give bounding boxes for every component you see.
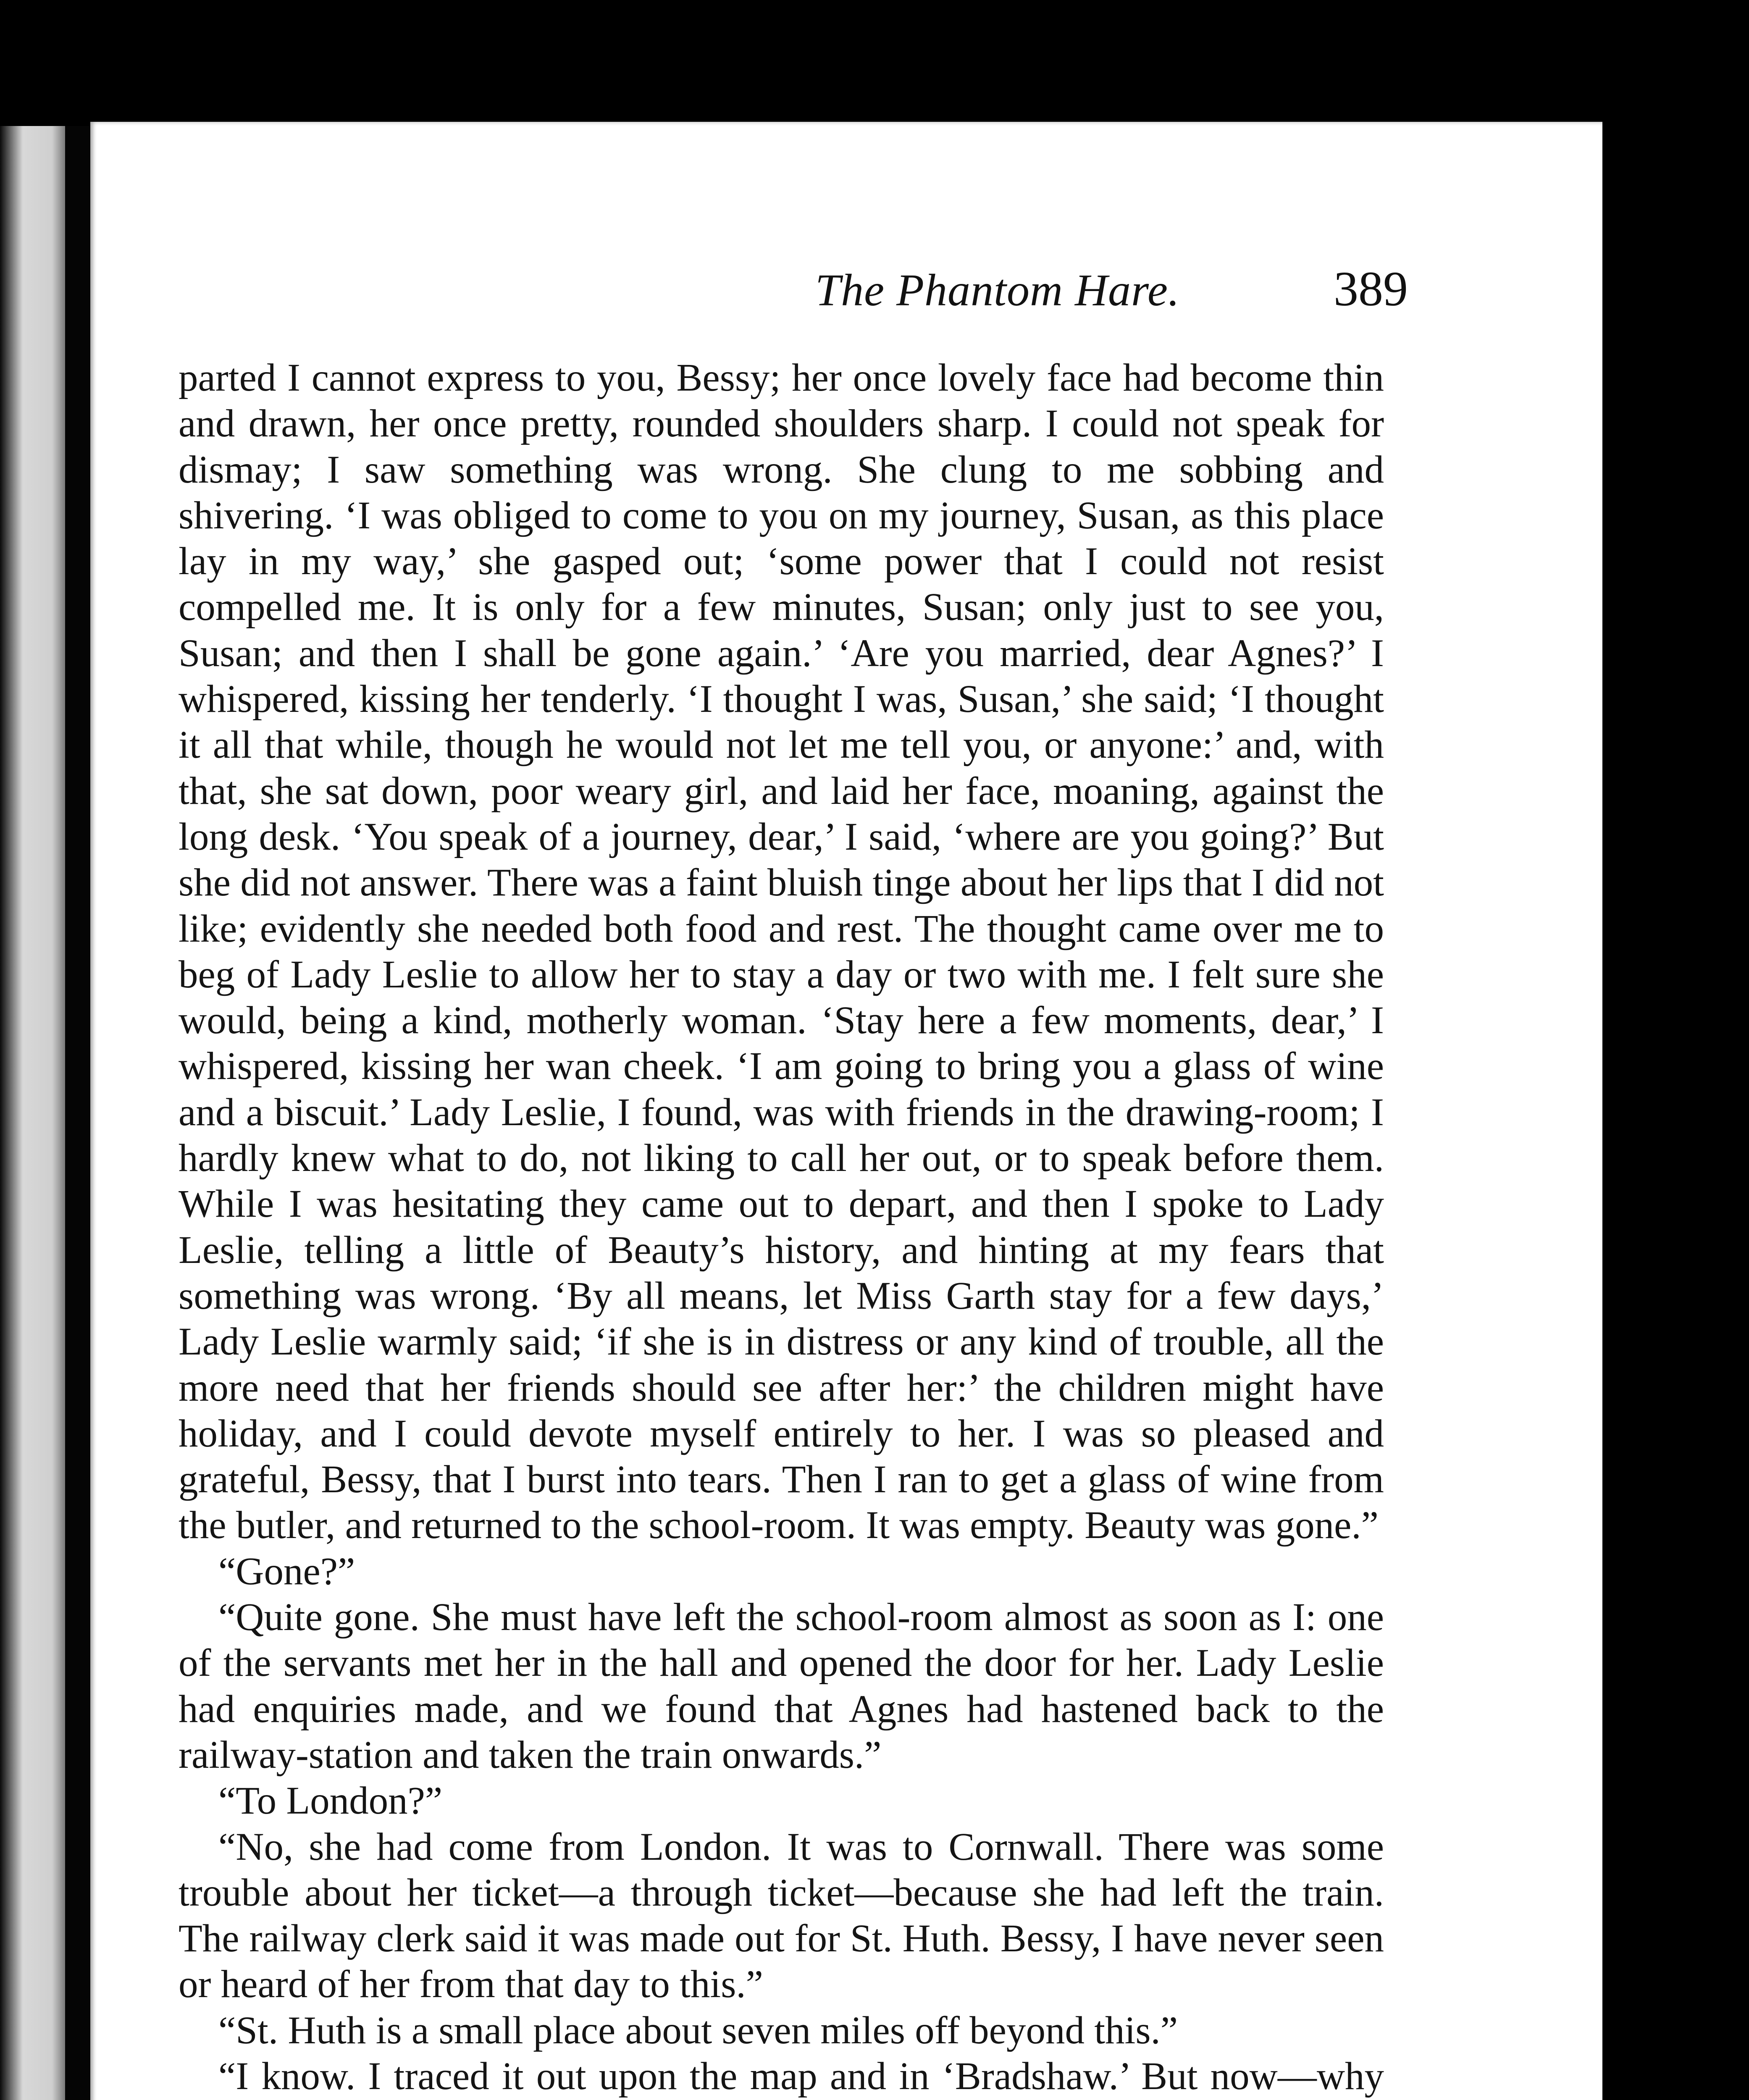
book-page <box>90 122 1602 2100</box>
running-head: The Phantom Hare. <box>815 265 1180 315</box>
page-number: 389 <box>1334 261 1408 316</box>
previous-page-edge <box>0 126 65 2100</box>
body-text <box>179 355 1384 2100</box>
paragraph: “No, she had come from London. It was to Cornwall. There was some trouble about her ticket—a through ticket—because she had left the train. The railway clerk said it was made out for St. Huth. Bessy, I have never seen or heard of her from that day to this.” <box>179 1825 1384 2006</box>
paragraph: “Gone?” <box>218 1549 355 1593</box>
paragraph: “St. Huth is a small place about seven miles off beyond this.” <box>218 2008 1178 2052</box>
page-gutter <box>65 126 90 2100</box>
paragraph: “Quite gone. She must have left the school-room almost as soon as I: one of the servants met her in the hall and opened the door for her. Lady Leslie had enquiries made, and we found that Agnes had hastened back to the railway-station and taken the train onwards.” <box>179 1596 1384 1777</box>
paragraph: parted I cannot express to you, Bessy; her once lovely face had become thin and drawn, her once pretty, rounded shoulders sharp. I could not speak for dismay; I saw something was wrong. She clung to me sobbing and shivering. ‘I was obliged to come to you on my journey, Susan, as this place lay in my way,’ she gasped out; ‘some power that I could not resist compelled me. It is only for a few minutes, Susan; only just to see you, Susan; and then I shall be gone again.’ ‘Are you married, dear Agnes?’ I whispered, kissing her tenderly. ‘I thought I was, Susan,’ she said; ‘I thought it all that while, though he would not let me tell you, or anyone:’ and, with that, she sat down, poor weary girl, and laid her face, moaning, against the long desk. ‘You speak of a journey, dear,’ I said, ‘where are you going?’ But she did not answer. There was a faint bluish tinge about her lips that I did not like; evidently she needed both food and rest. The thought came over me to beg of Lady Leslie to allow her to stay a day or two with me. I felt sure she would, being a kind, motherly woman. ‘Stay here a few moments, dear,’ I whispered, kissing her wan cheek. ‘I am going to bring you a glass of wine and a biscuit.’ Lady Leslie, I found, was with friends in the drawing-room; I hardly knew what to do, not liking to call her out, or to speak before them. While I was hesitating they came out to depart, and then I spoke to Lady Leslie, telling a little of Beauty’s history, and hinting at my fears that something was wrong. ‘By all means, let Miss Garth stay for a few days,’ Lady Leslie warmly said; ‘if she is in distress or any kind of trouble, all the more need that her friends should see after her:’ the children might have holiday, and I could devote myself entirely to her. I was so pleased and grateful, Bessy, that I burst into tears. Then I ran to get a glass of wine from the butler, and returned to the school-room. It was empty. Beauty was gone.” <box>179 356 1384 1547</box>
paragraph: “I know. I traced it out upon the map and in ‘Bradshaw.’ But now—why <box>218 2054 1384 2098</box>
paragraph: “To London?” <box>218 1779 443 1823</box>
